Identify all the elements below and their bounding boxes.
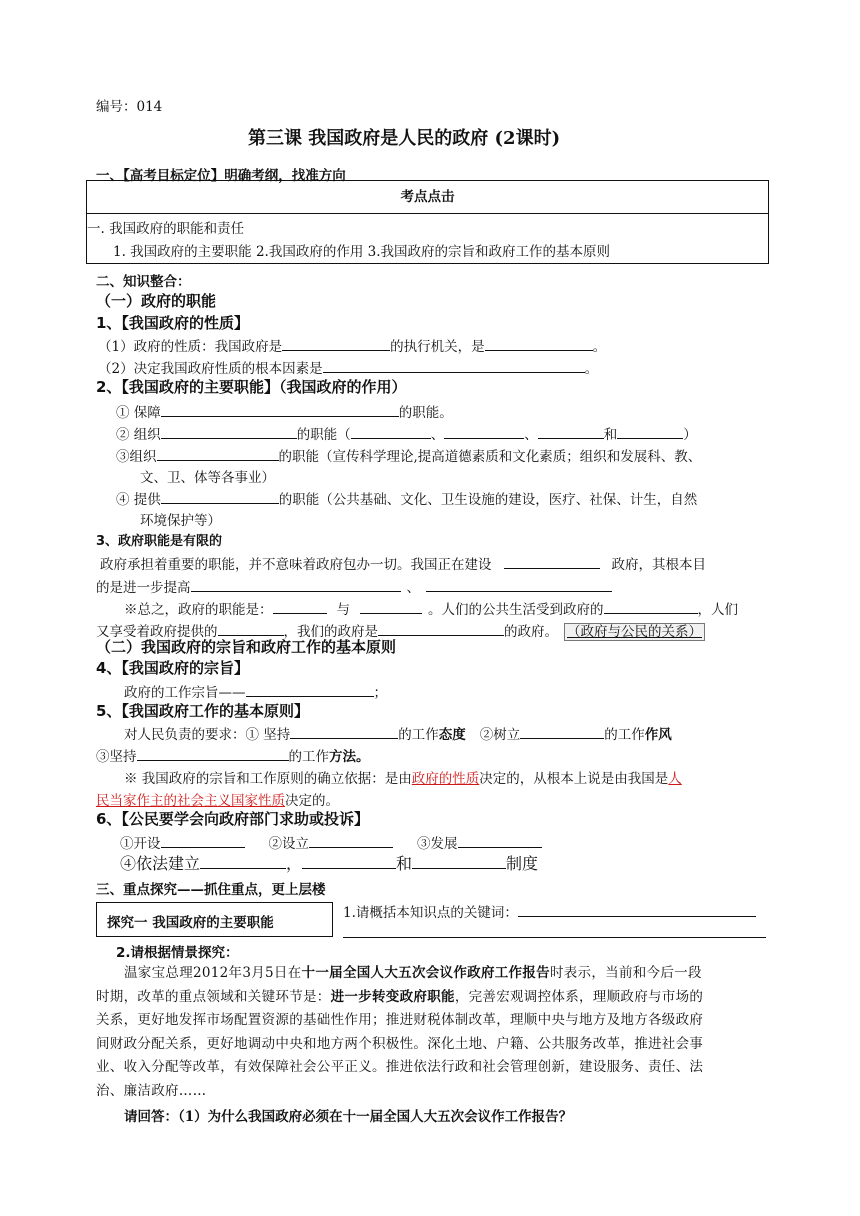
keywords-blank-2[interactable]	[343, 936, 766, 938]
text: ③坚持	[96, 749, 137, 765]
para-3-line-1	[100, 553, 706, 573]
blank[interactable]	[137, 747, 289, 761]
text: ；	[373, 685, 387, 701]
text: ）	[683, 427, 697, 443]
blank[interactable]	[426, 578, 612, 592]
para-3-line-2	[96, 576, 612, 596]
basis-note-line-1	[124, 767, 682, 787]
text: 和	[603, 427, 618, 443]
text: 对人民负责的要求：① 坚持	[124, 727, 291, 743]
text: （1）政府的性质：我国政府是	[98, 339, 283, 355]
text: 政府承担着重要的职能，并不意味着政府包办一切。我国正在建设	[100, 557, 492, 573]
blank[interactable]	[604, 600, 698, 614]
text: 和	[396, 854, 413, 873]
part-1-heading: （一）政府的职能	[96, 292, 217, 310]
blank[interactable]	[161, 834, 245, 848]
heading-5: 5、【我国政府工作的基本原则】	[96, 702, 309, 720]
blank[interactable]	[444, 425, 524, 439]
text: 政府的工作宗旨——	[124, 685, 246, 701]
text: ※总之，政府的职能是：	[124, 602, 273, 618]
text: 的政府。	[504, 624, 558, 640]
text: ②设立	[268, 836, 309, 852]
heading-2: 2、【我国政府的主要职能】（我国政府的作用）	[96, 378, 407, 396]
text: ※ 我国政府的宗旨和工作原则的确立依据：是由	[124, 771, 412, 787]
function-2	[116, 423, 697, 443]
function-4-cont: 环境保护等）	[140, 513, 221, 529]
heading-3: 3、政府职能是有限的	[96, 534, 223, 549]
exam-points-table	[86, 180, 769, 264]
principle-line-1	[124, 723, 672, 743]
text: 又享受着政府提供的	[96, 624, 218, 640]
text: 的执行机关，是	[390, 339, 485, 355]
text: 、	[524, 427, 538, 443]
basis-note-line-2	[96, 789, 339, 809]
blank[interactable]	[458, 834, 542, 848]
blank[interactable]	[161, 490, 279, 504]
text: ，我们的政府是	[283, 624, 378, 640]
table-header: 考点点击	[87, 181, 768, 214]
scenario-para	[96, 962, 703, 1104]
function-3	[116, 445, 701, 465]
blank[interactable]	[412, 855, 506, 869]
text: 的职能（公共基础、文化、卫生设施的建设，医疗、社保、计生，自然	[278, 492, 698, 508]
section-1-heading: 一、【高考目标定位】明确考纲，找准方向	[96, 168, 346, 184]
inquiry-box-label: 探究一 我国政府的主要职能	[107, 915, 274, 931]
answer-question: 请回答：（1）为什么我国政府必须在十一届全国人大五次会议作工作报告？	[124, 1109, 573, 1125]
principle-line-2	[96, 745, 370, 765]
text: ①开设	[120, 836, 161, 852]
text: 方法。	[329, 749, 370, 765]
blank[interactable]	[218, 622, 284, 636]
section-3-heading: 三、重点探究——抓住重点，更上层楼	[96, 882, 326, 898]
text: ① 保障	[116, 405, 161, 421]
text: 的职能（	[296, 427, 351, 443]
part-2-heading: （二）我国政府的宗旨和政府工作的基本原则	[96, 638, 397, 656]
blank[interactable]	[161, 403, 399, 417]
blank[interactable]	[520, 725, 604, 739]
text: 、	[406, 580, 420, 596]
text: 的职能（宣传科学理论,提高道德素质和文化素质；组织和发展科、教、	[278, 449, 702, 465]
blank[interactable]	[485, 337, 593, 351]
section-2-heading: 二、知识整合：	[96, 274, 191, 290]
text: 决定的。	[285, 793, 339, 809]
text: ，人们	[697, 602, 738, 618]
purpose-line	[124, 681, 387, 701]
text: 人	[668, 771, 682, 787]
inquiry-box	[96, 902, 333, 937]
text: 。	[592, 339, 607, 355]
keywords-question	[343, 901, 756, 921]
text: ④依法建立	[120, 854, 201, 873]
text: 民当家作主的社会主义国家性质	[96, 793, 285, 809]
blank[interactable]	[617, 425, 683, 439]
text: ，	[286, 854, 303, 873]
scenario-heading: 2.请根据情景探究：	[116, 945, 239, 961]
function-4	[116, 488, 697, 508]
blank[interactable]	[200, 855, 286, 869]
blank[interactable]	[538, 425, 604, 439]
function-1	[116, 401, 453, 421]
blank[interactable]	[378, 622, 504, 636]
para-line: 治、廉洁政府……	[96, 1082, 207, 1099]
text: ②树立	[479, 727, 521, 743]
text: ③组织	[116, 449, 157, 465]
function-3-cont: 文、卫、体等各事业）	[140, 470, 275, 486]
text: 与	[336, 602, 350, 618]
text: ④ 提供	[116, 492, 161, 508]
para-line: 时期，改革的重点领域和关键环节是：进一步转变政府职能，完善宏观调控体系，理顺政府与市场的	[96, 988, 704, 1005]
blank[interactable]	[360, 600, 422, 614]
blank[interactable]	[157, 447, 279, 461]
text: 决定的，从根本上说是由我国是	[479, 771, 669, 787]
text: ③发展	[417, 836, 458, 852]
blank[interactable]	[191, 578, 401, 592]
blank[interactable]	[309, 834, 393, 848]
summary-line-1	[124, 598, 738, 618]
text: （2）决定我国政府性质的根本因素是	[98, 361, 323, 377]
para-line: 业、收入分配等改革，有效保障社会公平正义。推进依法行政和社会管理创新，建设服务、责任、法	[96, 1059, 704, 1076]
text: 。	[584, 361, 599, 377]
blank[interactable]	[323, 359, 585, 373]
text: 的工作	[288, 749, 329, 765]
text: 的工作	[398, 727, 439, 743]
table-item: 一. 我国政府的职能和责任	[87, 221, 245, 237]
line-1-2	[98, 357, 598, 377]
channels-line-2	[120, 851, 538, 874]
para-line: 温家宝总理2012年3月5日在十一届全国人大五次会议作政府工作报告时表示，当前和今后一段	[124, 965, 702, 981]
blank[interactable]	[161, 425, 297, 439]
text: 态度	[438, 727, 466, 743]
heading-4: 4、【我国政府的宗旨】	[96, 659, 249, 677]
channels-line-1	[120, 832, 542, 852]
text: 制度	[506, 854, 539, 873]
text: 的职能。	[398, 405, 453, 421]
page-title: 第三课 我国政府是人民的政府 (2课时)	[248, 128, 561, 149]
text: 、	[430, 427, 445, 443]
text: 的工作	[604, 727, 645, 743]
text: 作风	[644, 727, 672, 743]
text: 政府，其根本目	[611, 557, 706, 573]
text: 政府的性质	[411, 771, 480, 787]
blank[interactable]	[273, 600, 327, 614]
text: 的是进一步提高	[96, 580, 191, 596]
para-line: 关系，更好地发挥市场配置资源的基础性作用；推进财税体制改革，理顺中央与地方及地方各级政府	[96, 1012, 704, 1029]
table-subitems: 1. 我国政府的主要职能 2.我国政府的作用 3.我国政府的宗旨和政府工作的基本原则	[113, 244, 611, 260]
para-line: 间财政分配关系，更好地调动中央和地方两个积极性。深化土地、户籍、公共服务改革，推进社会事	[96, 1035, 704, 1052]
heading-1: 1、【我国政府的性质】	[96, 314, 249, 332]
heading-6: 6、【公民要学会向政府部门求助或投诉】	[96, 810, 369, 828]
blank[interactable]	[351, 425, 431, 439]
line-1-1	[98, 335, 606, 355]
text: 1.请概括本知识点的关键词：	[343, 905, 518, 921]
blank[interactable]	[282, 337, 390, 351]
text: 。人们的公共生活受到政府的	[428, 602, 604, 618]
text: ② 组织	[116, 427, 161, 443]
doc-number: 编号：014	[96, 99, 163, 115]
blank[interactable]	[290, 725, 398, 739]
blank[interactable]	[246, 683, 374, 697]
blank[interactable]	[504, 555, 600, 569]
relation-note: （政府与公民的关系）	[564, 623, 705, 641]
blank[interactable]	[518, 903, 756, 917]
blank[interactable]	[302, 855, 396, 869]
